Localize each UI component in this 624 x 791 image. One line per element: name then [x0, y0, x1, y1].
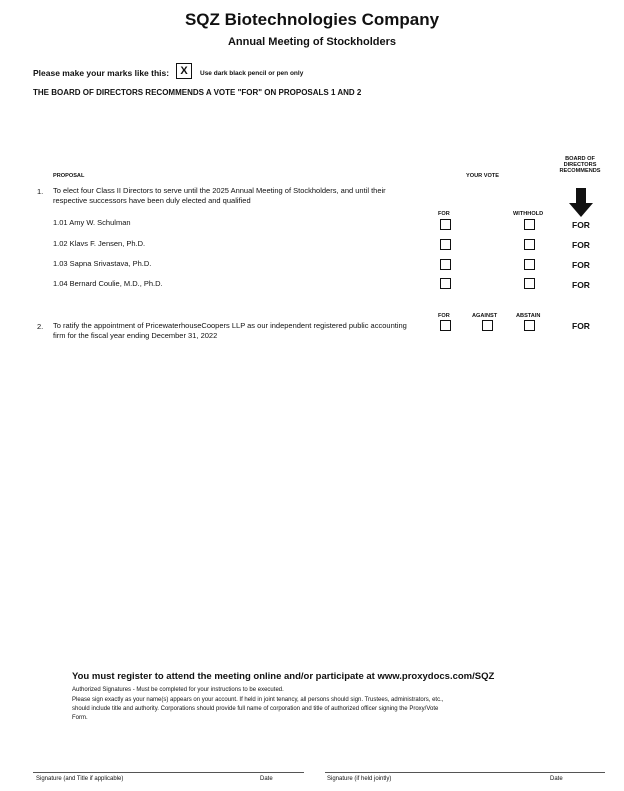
- proposal-column-header: PROPOSAL: [53, 173, 85, 179]
- nominee-2-label: 1.02 Klavs F. Jensen, Ph.D.: [53, 239, 146, 248]
- nominee-1-label: 1.01 Amy W. Schulman: [53, 218, 131, 227]
- proposal-2-against-label: AGAINST: [472, 313, 498, 319]
- registration-notice: You must register to attend the meeting online and/or participate at www.proxydocs.com/SQZ: [72, 671, 495, 682]
- nominee-1-recommendation: FOR: [572, 220, 590, 230]
- signature-line-2[interactable]: [325, 772, 605, 773]
- nominee-3-for-checkbox[interactable]: [440, 259, 451, 270]
- nominee-2-withhold-checkbox[interactable]: [524, 239, 535, 250]
- board-header-line-2: DIRECTORS: [563, 162, 597, 169]
- proposal-2-against-checkbox[interactable]: [482, 320, 493, 331]
- proposal-2-for-label: FOR: [438, 313, 450, 319]
- proposal-1-for-label: FOR: [438, 211, 450, 217]
- proposal-1-text: To elect four Class II Directors to serve until the 2025 Annual Meeting of Stockholders, and until their respective successors have been duly elected and qualified: [53, 186, 386, 205]
- proposal-2-recommendation: FOR: [572, 321, 590, 331]
- your-vote-column-header: YOUR VOTE: [466, 173, 499, 179]
- signing-instructions-line-1: Please sign exactly as your name(s) appears on your account. If held in joint tenancy, all persons should sign. Trustees, administrators, etc.,: [72, 697, 444, 703]
- company-title: SQZ Biotechnologies Company: [184, 10, 440, 29]
- board-recommendation-statement: THE BOARD OF DIRECTORS RECOMMENDS A VOTE "FOR" ON PROPOSALS 1 AND 2: [33, 88, 362, 97]
- proposal-2-number: 2.: [37, 322, 44, 331]
- down-arrow-icon: [569, 188, 593, 218]
- signature-line-1[interactable]: [33, 772, 304, 773]
- nominee-4-withhold-checkbox[interactable]: [524, 278, 535, 289]
- nominee-2-for-checkbox[interactable]: [440, 239, 451, 250]
- proposal-1-withhold-label: WITHHOLD: [513, 211, 544, 217]
- signing-instructions-line-3: Form.: [72, 715, 88, 721]
- example-mark-box: X: [176, 63, 192, 79]
- nominee-3-withhold-checkbox[interactable]: [524, 259, 535, 270]
- proposal-1-number: 1.: [37, 187, 44, 196]
- authorized-signatures-note: Authorized Signatures - Must be completed for your instructions to be executed.: [72, 687, 284, 693]
- nominee-3-recommendation: FOR: [572, 260, 590, 270]
- signature-2-label: Signature (if held jointly): [327, 776, 392, 782]
- nominee-2-recommendation: FOR: [572, 240, 590, 250]
- proposal-2-for-checkbox[interactable]: [440, 320, 451, 331]
- proposal-2-abstain-checkbox[interactable]: [524, 320, 535, 331]
- proposal-2-abstain-label: ABSTAIN: [516, 313, 541, 319]
- date-1-label: Date: [260, 776, 273, 782]
- signature-1-label: Signature (and Title if applicable): [36, 776, 124, 782]
- marks-instruction: Please make your marks like this:: [33, 68, 170, 78]
- date-2-label: Date: [550, 776, 563, 782]
- nominee-4-recommendation: FOR: [572, 280, 590, 290]
- pen-note: Use dark black pencil or pen only: [200, 70, 304, 77]
- nominee-1-withhold-checkbox[interactable]: [524, 219, 535, 230]
- nominee-4-for-checkbox[interactable]: [440, 278, 451, 289]
- proposal-2-text: To ratify the appointment of PricewaterhouseCoopers LLP as our independent registered public accounting firm for the fiscal year ending December 31, 2022: [53, 321, 407, 340]
- board-recommends-column-header: [552, 156, 608, 175]
- board-header-line-1: BOARD OF: [565, 156, 595, 162]
- meeting-subtitle: Annual Meeting of Stockholders: [227, 36, 397, 48]
- signing-instructions-line-2: should include title and authority. Corporations should provide full name of corporation and title of authorized officer signing the Proxy/Vote: [72, 706, 439, 712]
- nominee-3-label: 1.03 Sapna Srivastava, Ph.D.: [53, 259, 152, 268]
- board-header-line-3: RECOMMENDS: [559, 168, 601, 175]
- nominee-1-for-checkbox[interactable]: [440, 219, 451, 230]
- nominee-4-label: 1.04 Bernard Coulie, M.D., Ph.D.: [53, 279, 163, 288]
